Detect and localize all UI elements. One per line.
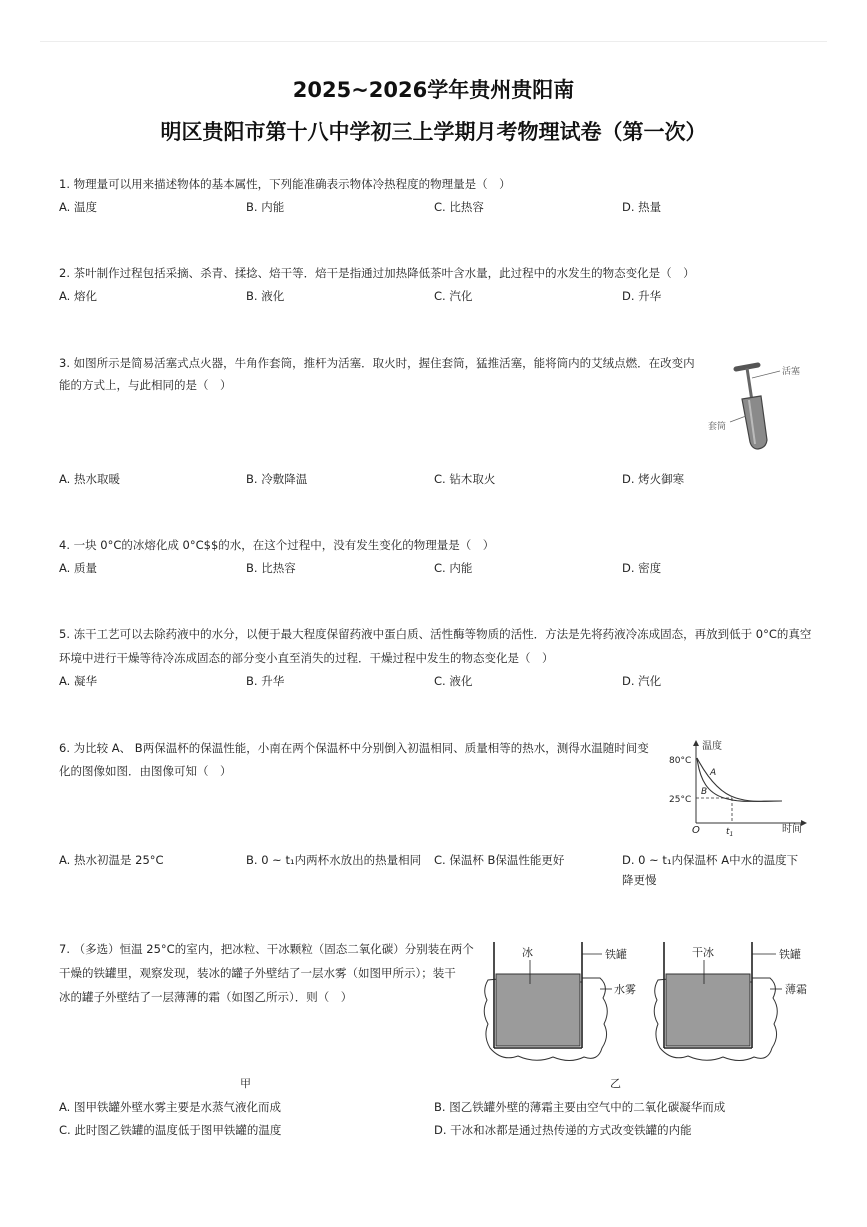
q4-option-c[interactable]: C. 内能 (434, 561, 473, 575)
q2-option-b[interactable]: B. 液化 (246, 289, 285, 303)
paper-title-line-1: 2025~2026学年贵州贵阳南 (292, 78, 575, 102)
temperature-time-graph (664, 735, 814, 840)
question-7-stem-line-2: 干燥的铁罐里，观察发现，装冰的罐子外壁结了一层水雾（如图甲所示）；装干 (59, 966, 456, 980)
question-3-stem-line-1: 3. 如图所示是简易活塞式点火器，牛角作套筒，推杆为活塞．取火时，握住套筒，猛推活塞，能将筒内的艾绒点燃．在改变内 (59, 356, 695, 370)
q2-option-d[interactable]: D. 升华 (622, 289, 662, 303)
question-6-stem-line-1: 6. 为比较 A、 B两保温杯的保温性能，小南在两个保温杯中分别倒入初温相同、质量相等的热水，测得水温随时间变 (59, 741, 649, 755)
q7-option-c[interactable]: C. 此时图乙铁罐的温度低于图甲铁罐的温度 (59, 1123, 282, 1137)
fire-piston-figure (700, 356, 835, 456)
figure-right-label-can: 铁罐 (779, 948, 801, 961)
q5-option-c[interactable]: C. 液化 (434, 674, 473, 688)
dry-ice-can-figure (648, 938, 818, 1068)
q4-option-b[interactable]: B. 比热容 (246, 561, 296, 575)
figure-left-label-mist: 水雾 (614, 983, 636, 996)
figure-left-label-ice: 冰 (522, 946, 533, 959)
paper-title-line-2: 明区贵阳市第十八中学初三上学期月考物理试卷（第一次） (160, 120, 707, 144)
figure-right-caption: 乙 (610, 1077, 621, 1090)
q4-option-d[interactable]: D. 密度 (622, 561, 662, 575)
q6-option-c[interactable]: C. 保温杯 B保温性能更好 (434, 853, 565, 867)
question-5-stem-line-2: 环境中进行干燥等待冷冻成固态的部分变小直至消失的过程．干燥过程中发生的物态变化是（ ） (59, 651, 554, 665)
graph-t1-subscript: 1 (729, 831, 734, 838)
fire-piston-label-sleeve: 套筒 (708, 422, 727, 432)
svg-text:t1 (726, 827, 733, 838)
figure-left-caption: 甲 (240, 1077, 251, 1090)
q3-option-d[interactable]: D. 烤火御寒 (622, 472, 685, 486)
q1-option-b[interactable]: B. 内能 (246, 200, 285, 214)
graph-origin: O (692, 825, 700, 836)
q7-option-d[interactable]: D. 干冰和冰都是通过热传递的方式改变铁罐的内能 (434, 1123, 692, 1137)
graph-curve-b-label: B (701, 787, 708, 797)
q1-option-d[interactable]: D. 热量 (622, 200, 662, 214)
question-4-stem: 4. 一块 0°C的冰熔化成 0°C$$的水，在这个过程中，没有发生变化的物理量是（ ） (59, 538, 495, 552)
figure-right-label-frost: 薄霜 (785, 983, 807, 996)
q5-option-a[interactable]: A. 凝华 (59, 674, 97, 688)
graph-x-label: 时间 (782, 824, 802, 835)
q2-option-a[interactable]: A. 熔化 (59, 289, 97, 303)
graph-y-label: 温度 (702, 741, 722, 752)
q1-option-c[interactable]: C. 比热容 (434, 200, 484, 214)
q5-option-d[interactable]: D. 汽化 (622, 674, 662, 688)
question-1-stem: 1. 物理量可以用来描述物体的基本属性，下列能准确表示物体冷热程度的物理量是（ ） (59, 177, 511, 191)
figure-left-label-can: 铁罐 (605, 948, 627, 961)
fire-piston-label-piston: 活塞 (782, 367, 801, 377)
q3-option-c[interactable]: C. 钻木取火 (434, 472, 496, 486)
q7-option-a[interactable]: A. 图甲铁罐外壁水雾主要是水蒸气液化而成 (59, 1100, 281, 1114)
question-7-stem-line-3: 冰的罐子外壁结了一层薄薄的霜（如图乙所示）．则（ ） (59, 990, 353, 1004)
q5-option-b[interactable]: B. 升华 (246, 674, 285, 688)
q4-option-a[interactable]: A. 质量 (59, 561, 97, 575)
graph-curve-a-label: A (710, 768, 717, 778)
q3-option-b[interactable]: B. 冷敷降温 (246, 472, 308, 486)
q2-option-c[interactable]: C. 汽化 (434, 289, 473, 303)
question-6-stem-line-2: 化的图像如图．由图像可知（ ） (59, 764, 232, 778)
question-3-stem-line-2: 能的方式上，与此相同的是（ ） (59, 378, 232, 392)
q3-option-a[interactable]: A. 热水取暖 (59, 472, 120, 486)
question-7-stem-line-1: 7. （多选）恒温 25°C的室内，把冰粒、干冰颗粒（固态二氧化碳）分别装在两个 (59, 942, 474, 956)
graph-tick-80: 80°C (669, 756, 692, 766)
q6-option-b[interactable]: B. 0 ~ t₁内两杯水放出的热量相同 (246, 853, 422, 867)
question-2-stem: 2. 茶叶制作过程包括采摘、杀青、揉捻、焙干等．焙干是指通过加热降低茶叶含水量，此过程中的水发生的物态变化是（ ） (59, 266, 695, 280)
q6-option-d[interactable]: D. 0 ~ t₁内保温杯 A中水的温度下降更慢 (622, 853, 799, 887)
ice-can-figure (478, 938, 648, 1068)
q6-option-a[interactable]: A. 热水初温是 25°C (59, 853, 164, 867)
figure-right-label-dry-ice: 干冰 (692, 946, 714, 959)
q7-option-b[interactable]: B. 图乙铁罐外壁的薄霜主要由空气中的二氧化碳凝华而成 (434, 1100, 726, 1114)
graph-t1: t (726, 827, 730, 837)
q1-option-a[interactable]: A. 温度 (59, 200, 97, 214)
question-5-stem-line-1: 5. 冻干工艺可以去除药液中的水分，以便于最大程度保留药液中蛋白质、活性酶等物质的活性．方法是先将药液冷冻成固态，再放到低于 0°C的真空 (59, 627, 812, 641)
header-divider (40, 41, 827, 42)
graph-tick-25: 25°C (669, 795, 692, 805)
